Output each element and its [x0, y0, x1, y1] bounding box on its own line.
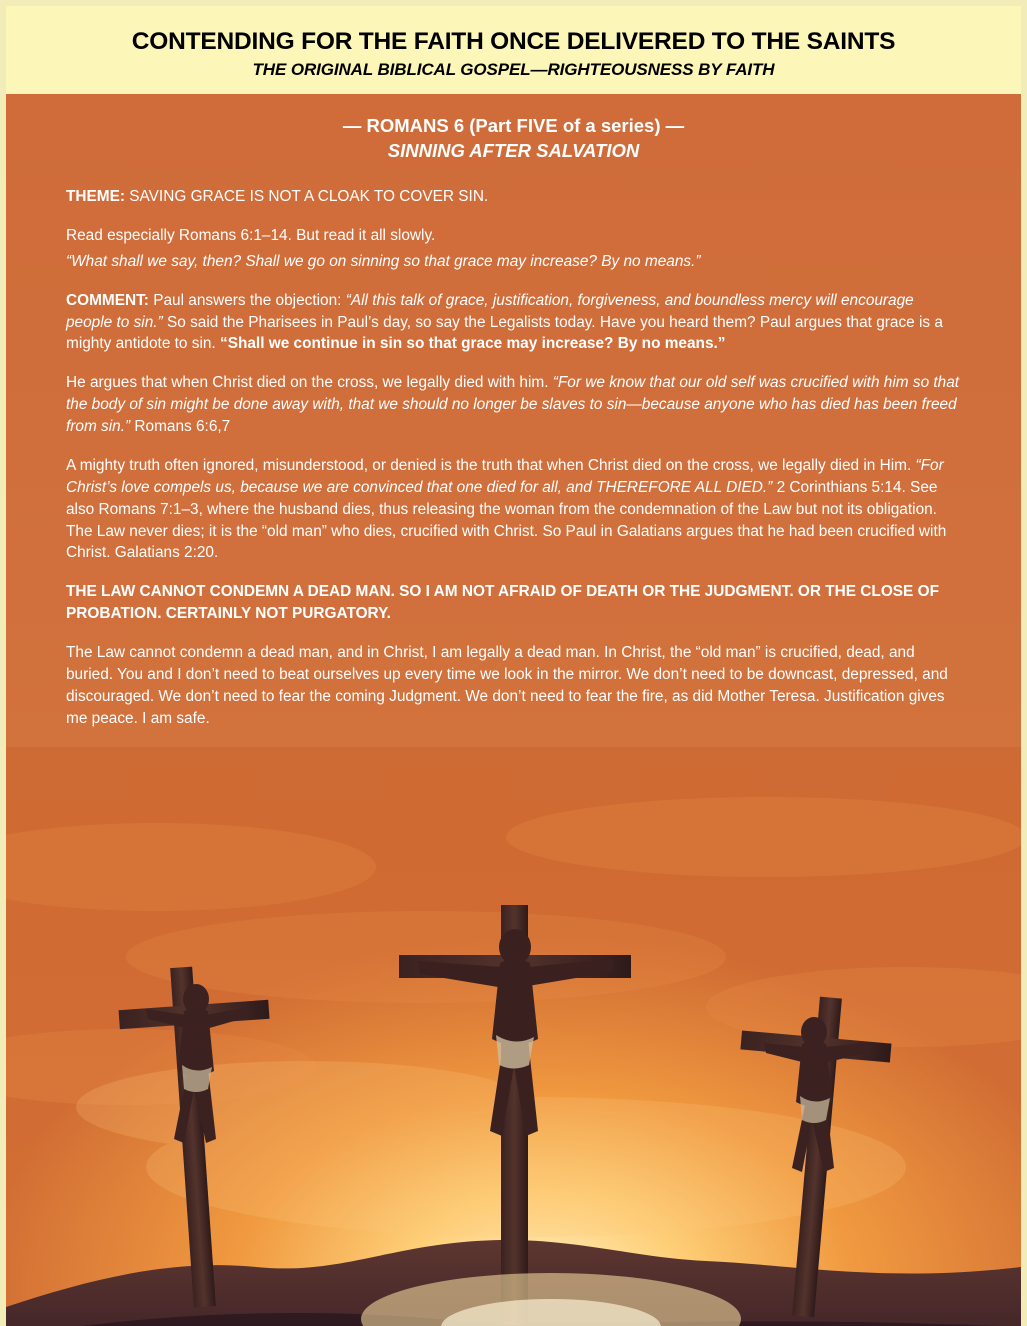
mighty-truth-quote: “For Christ’s love compels us, because we are convinced that one died for all, and THEREFORE ALL DIED.”	[66, 456, 944, 496]
article-body	[6, 94, 1021, 1326]
theme-label: THEME:	[66, 188, 125, 206]
page-header	[6, 6, 1021, 94]
comment-paragraph	[66, 290, 961, 356]
article-content	[6, 164, 1021, 730]
comment-text-1: Paul answers the objection:	[148, 291, 346, 309]
crosses-scene-svg	[6, 747, 1021, 1326]
comment-bold-end: “Shall we continue in sin so that grace may increase? By no means.”	[220, 335, 726, 353]
final-paragraph: The Law cannot condemn a dead man, and in Christ, I am legally a dead man. In Christ, the “old man” is crucified, dead, and buried. You and I don’t need to beat ourselves up every time we look in the mirror. We don’t need to be downcast, depressed, and discouraged. We don’t need to fear the coming Judgment. We don’t need to fear the fire, as did Mother Teresa. Justification gives me peace. I am safe.	[66, 644, 948, 727]
mighty-truth-text-1: A mighty truth often ignored, misunderstood, or denied is the truth that when Christ died on the cross, we legally died in Him.	[66, 456, 916, 474]
comment-text-2: So said the Pharisees in Paul’s day, so say the Legalists today. Have you heard them? Paul argues that grace is a mighty antidote to sin.	[66, 313, 943, 353]
crucified-paragraph	[66, 372, 961, 438]
page-subtitle: THE ORIGINAL BIBLICAL GOSPEL—RIGHTEOUSNESS BY FAITH	[252, 60, 775, 80]
crucified-quote: “For we know that our old self was crucified with him so that the body of sin might be done away with, that we should no longer be slaves to sin—because anyone who has died has been freed from sin.”	[66, 374, 960, 436]
read-quote: “What shall we say, then? Shall we go on sinning so that grace may increase? By no means.”	[66, 252, 701, 270]
page-title: CONTENDING FOR THE FAITH ONCE DELIVERED TO THE SAINTS	[131, 28, 896, 55]
law-heading: THE LAW CANNOT CONDEMN A DEAD MAN. SO I AM NOT AFRAID OF DEATH OR THE JUDGMENT. OR THE CLOSE OF PROBATION. CERTAINLY NOT PURGATORY.	[66, 583, 939, 623]
series-subheading: SINNING AFTER SALVATION	[387, 140, 640, 162]
mighty-truth-paragraph	[66, 455, 961, 564]
read-instruction: Read especially Romans 6:1–14. But read it all slowly.	[66, 226, 436, 244]
crucified-reference: Romans 6:6,7	[130, 418, 231, 436]
mighty-truth-text-2: 2 Corinthians 5:14. See also Romans 7:1–3, where the husband dies, thus releasing the woman from the condemnation of the Law but not its obligation. The Law never dies; it is the “old man” who dies, crucified with Christ. So Paul in Galatians argues that he had been crucified with Christ. Galatians 2:20.	[66, 478, 947, 562]
theme-paragraph	[66, 186, 961, 208]
series-heading: — ROMANS 6 (Part FIVE of a series) —	[342, 115, 685, 137]
comment-quote-1: “All this talk of grace, justification, forgiveness, and boundless mercy will encourage people to sin.”	[66, 291, 914, 331]
theme-text: SAVING GRACE IS NOT A CLOAK TO COVER SIN.	[125, 188, 489, 206]
comment-label: COMMENT:	[66, 291, 149, 309]
crucified-text: He argues that when Christ died on the cross, we legally died with him.	[66, 374, 553, 392]
three-crosses-illustration	[6, 747, 1021, 1326]
